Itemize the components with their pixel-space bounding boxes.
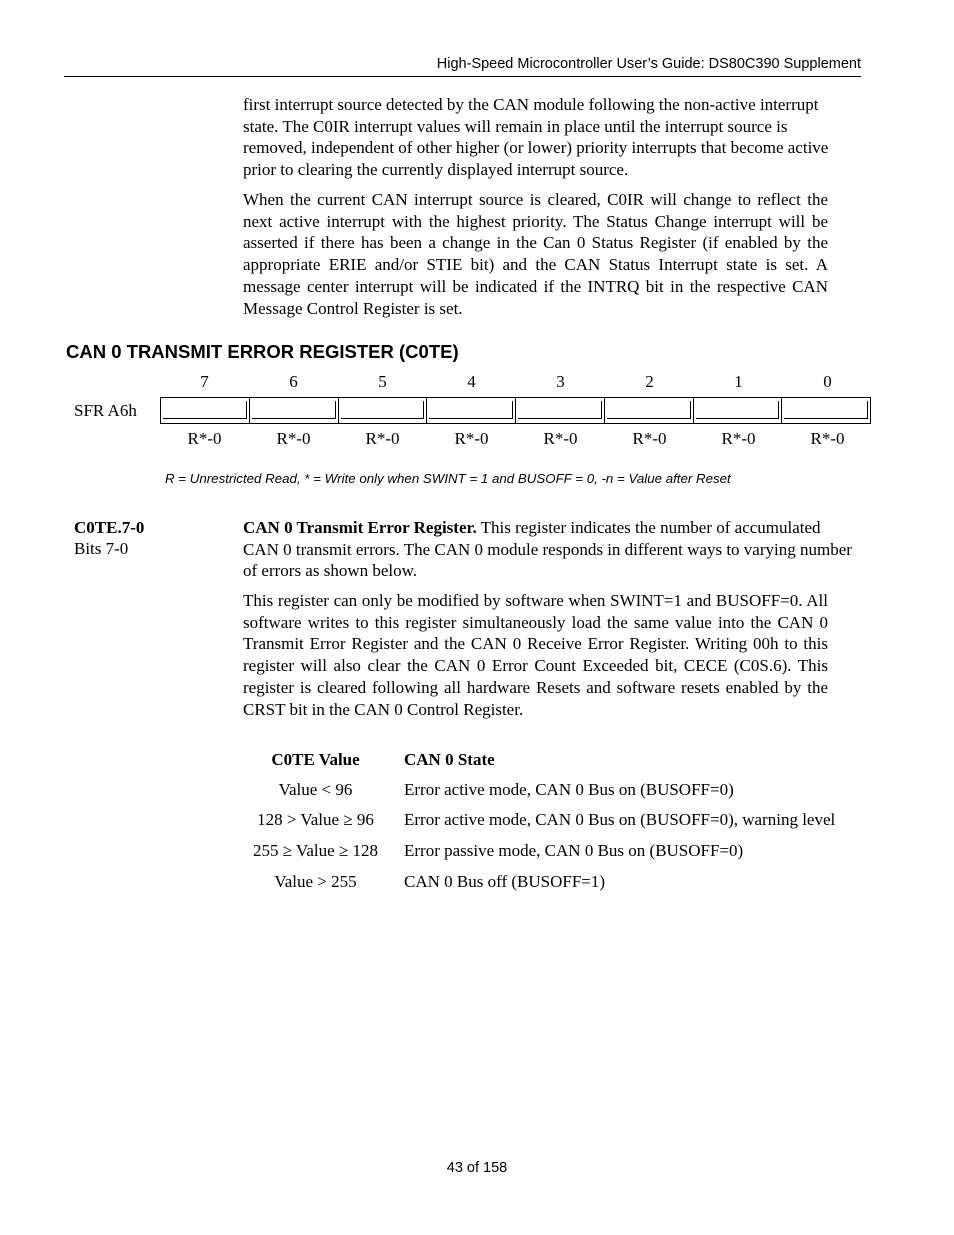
value-cell: Value < 96 bbox=[278, 779, 353, 799]
bit-number: 6 bbox=[289, 372, 298, 391]
bit-number: 3 bbox=[556, 372, 565, 391]
bit-number: 1 bbox=[734, 372, 743, 391]
table-row bbox=[237, 779, 851, 810]
register-bit-cell bbox=[250, 398, 339, 423]
field-description-text: This register indicates the number of accumulated CAN 0 transmit errors. The CAN 0 module responds in different ways to varying number of errors as shown below. bbox=[243, 518, 852, 581]
register-bit-cell bbox=[782, 398, 870, 423]
bit-reset-value: R*-0 bbox=[365, 429, 400, 448]
register-bit-cell bbox=[605, 398, 694, 423]
table-row bbox=[237, 809, 851, 840]
value-cell: Value > 255 bbox=[274, 871, 357, 891]
register-bit-cell bbox=[427, 398, 516, 423]
bit-reset-value: R*-0 bbox=[632, 429, 667, 448]
register-bit-cell bbox=[694, 398, 783, 423]
table-row bbox=[237, 871, 851, 902]
value-cell: 128 > Value ≥ 96 bbox=[257, 810, 374, 830]
intro-paragraph-2: When the current CAN interrupt source is cleared, C0IR will change to reflect the next active interrupt with the highest priority. The Status Change interrupt will be asserted if there has been a change in the Can 0 Status Register (if enabled by the appropriate ERIE and/or STIE bit) and the CAN Status Interrupt state is set. A message center interrupt will be indicated if the INTRQ bit in the respective CAN Message Control Register is set. bbox=[243, 190, 828, 318]
bit-reset-value: R*-0 bbox=[187, 429, 222, 448]
field-description bbox=[243, 517, 853, 582]
state-cell: Error active mode, CAN 0 Bus on (BUSOFF=0) bbox=[404, 779, 734, 799]
column-header-state: CAN 0 State bbox=[404, 750, 495, 769]
table-row bbox=[237, 840, 851, 871]
header-rule bbox=[64, 76, 861, 77]
error-state-table bbox=[237, 749, 851, 902]
bit-reset-value: R*-0 bbox=[721, 429, 756, 448]
state-cell: Error passive mode, CAN 0 Bus on (BUSOFF=0) bbox=[404, 841, 744, 861]
section-title: CAN 0 TRANSMIT ERROR REGISTER (C0TE) bbox=[66, 341, 459, 362]
register-bit-cell bbox=[339, 398, 428, 423]
table-header-row bbox=[237, 749, 851, 779]
bit-reset-value: R*-0 bbox=[543, 429, 578, 448]
register-bit-box bbox=[160, 397, 871, 424]
bit-number: 4 bbox=[467, 372, 476, 391]
bit-number: 0 bbox=[823, 372, 832, 391]
register-bit-cell bbox=[161, 398, 250, 423]
running-header: High-Speed Microcontroller User’s Guide: DS80C390 Supplement bbox=[436, 56, 861, 72]
bit-number: 5 bbox=[378, 372, 387, 391]
state-cell: Error active mode, CAN 0 Bus on (BUSOFF=0), warning level bbox=[404, 810, 836, 830]
register-legend: R = Unrestricted Read, * = Write only when SWINT = 1 and BUSOFF = 0, -n = Value after Reset bbox=[165, 471, 731, 486]
page-number: 43 of 158 bbox=[446, 1160, 508, 1176]
bit-reset-value: R*-0 bbox=[276, 429, 311, 448]
field-paragraph-2: This register can only be modified by software when SWINT=1 and BUSOFF=0. All software writes to this register simultaneously load the same value into the CAN 0 Transmit Error Register and the CAN 0 Receive Error Register. Writing 00h to this register will also clear the CAN 0 Error Count Exceeded bit, CECE (C0S.6). This register is cleared following all hardware Resets and software resets enabled by the CRST bit in the CAN 0 Control Register. bbox=[243, 591, 828, 719]
state-cell: CAN 0 Bus off (BUSOFF=1) bbox=[404, 871, 606, 891]
bit-reset-value: R*-0 bbox=[810, 429, 845, 448]
intro-paragraph-1: first interrupt source detected by the CAN module following the non-active interrupt state. The C0IR interrupt values will remain in place until the interrupt source is removed, independent of other higher (or lower) priority interrupts that become active prior to clearing the currently displayed interrupt source. bbox=[243, 95, 829, 180]
bit-number: 7 bbox=[200, 372, 209, 391]
field-title: CAN 0 Transmit Error Register. bbox=[243, 518, 477, 537]
column-header-value: C0TE Value bbox=[271, 750, 360, 769]
sfr-address-label: SFR A6h bbox=[74, 401, 137, 420]
bit-reset-value: R*-0 bbox=[454, 429, 489, 448]
value-cell: 255 ≥ Value ≥ 128 bbox=[252, 841, 379, 861]
register-bit-cell bbox=[516, 398, 605, 423]
bit-number: 2 bbox=[645, 372, 654, 391]
field-name: C0TE.7-0 bbox=[74, 518, 145, 537]
field-bits: Bits 7-0 bbox=[74, 539, 129, 558]
